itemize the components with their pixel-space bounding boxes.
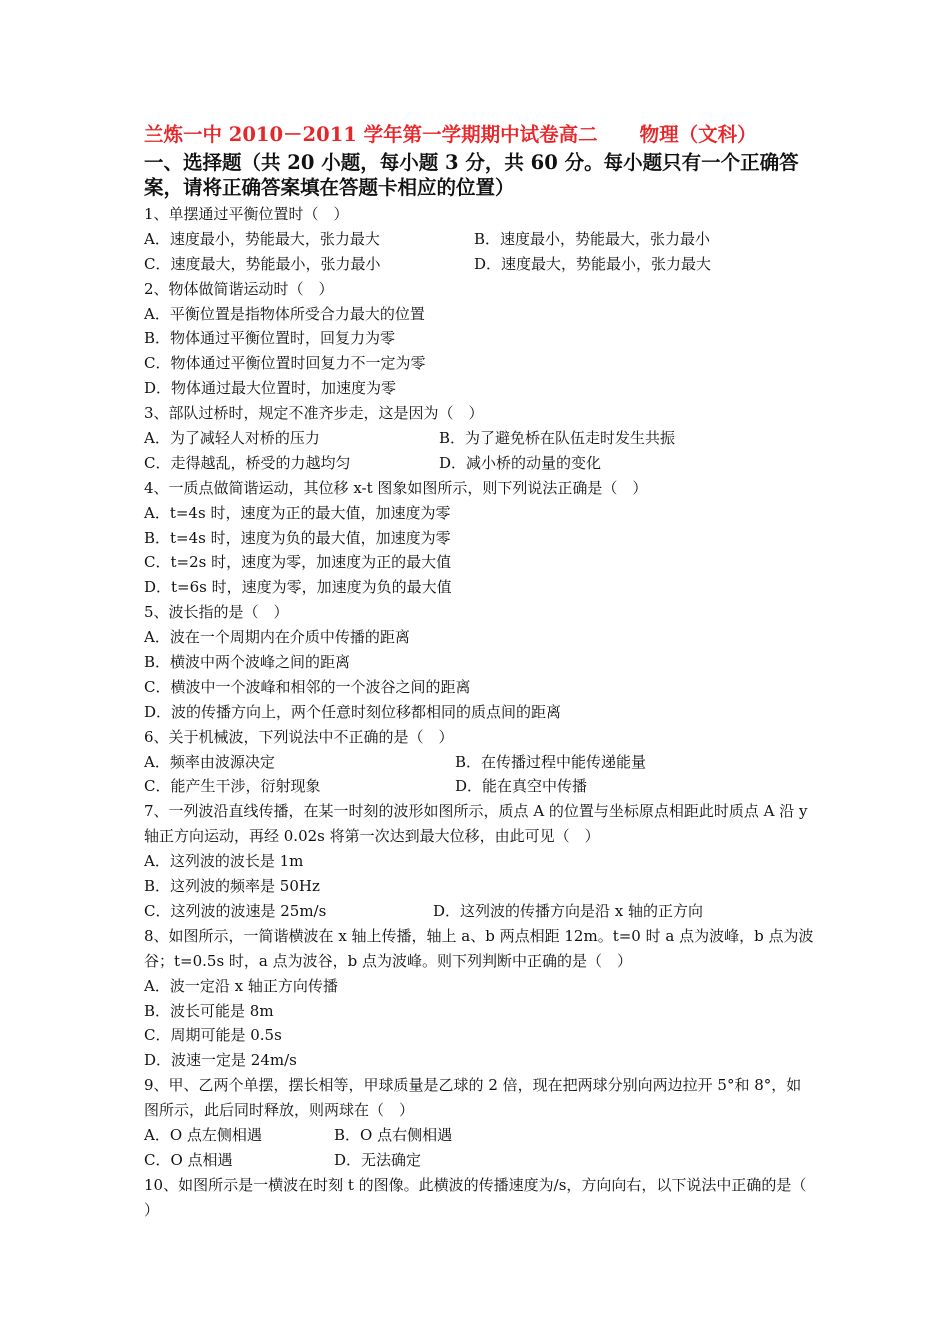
question-stem: 5、波长指的是（ ）: [144, 603, 289, 622]
option-row: [144, 451, 814, 476]
option: C．横波中一个波峰和相邻的一个波谷之间的距离: [144, 677, 471, 696]
option: B．物体通过平衡位置时，回复力为零: [144, 329, 396, 348]
question-stem: 4、一质点做简谐运动，其位移 x-t 图象如图所示，则下列说法正确是（ ）: [144, 478, 648, 497]
exam-title-subject: 物理（文科）: [639, 123, 757, 146]
option: B．为了避免桥在队伍走时发生共振: [439, 429, 676, 448]
option: D．能在真空中传播: [455, 777, 588, 796]
option: C．能产生干涉，衍射现象: [144, 777, 321, 796]
option: C．速度最大，势能最小，张力最小: [144, 254, 381, 273]
option-row: [144, 1123, 814, 1148]
option: B．速度最小，势能最大，张力最小: [474, 229, 711, 248]
option: A．平衡位置是指物体所受合力最大的位置: [144, 304, 425, 323]
option: D．无法确定: [334, 1150, 422, 1169]
option-row: [144, 1148, 814, 1173]
option: A．速度最小，势能最大，张力最大: [144, 229, 380, 248]
question-stem: 8、如图所示，一简谐横波在 x 轴上传播，轴上 a、b 两点相距 12m。t=0 时 a 点为波峰，b 点为波谷；t=0.5s 时，a 点为波谷，b 点为波峰。则下列判断中正确的是（ ）: [144, 926, 814, 970]
option: D．速度最大，势能最小，张力最大: [474, 254, 712, 273]
option-row: [144, 899, 814, 924]
option-row: [144, 227, 814, 252]
option: C．走得越乱，桥受的力越均匀: [144, 453, 351, 472]
option-row: [144, 426, 814, 451]
option: C．这列波的波速是 25m/s: [144, 901, 327, 920]
option: C．O 点相遇: [144, 1150, 233, 1169]
exam-page: [144, 120, 814, 1223]
option: A．t=4s 时，速度为正的最大值，加速度为零: [144, 503, 451, 522]
option: A．这列波的波长是 1m: [144, 852, 304, 871]
option: C．周期可能是 0.5s: [144, 1026, 282, 1045]
question-stem: 10、如图所示是一横波在时刻 t 的图像。此横波的传播速度为/s，方向向右，以下说法中正确的是（ ）: [144, 1175, 807, 1219]
option: B．这列波的频率是 50Hz: [144, 877, 320, 896]
option: A．波一定沿 x 轴正方向传播: [144, 976, 338, 995]
option: A．为了减轻人对桥的压力: [144, 429, 320, 448]
option-row: [144, 750, 814, 775]
question-stem: 7、一列波沿直线传播，在某一时刻的波形如图所示，质点 A 的位置与坐标原点相距此时质点 A 沿 y 轴正方向运动，再经 0.02s 将第一次达到最大位移，由此可见（ ）: [144, 802, 808, 846]
question-stem: 3、部队过桥时，规定不准齐步走，这是因为（ ）: [144, 404, 484, 423]
option-row: [144, 252, 814, 277]
option: A．频率由波源决定: [144, 752, 275, 771]
option: D．t=6s 时，速度为零，加速度为负的最大值: [144, 578, 452, 597]
option-row: [144, 774, 814, 799]
option: C．t=2s 时，速度为零，加速度为正的最大值: [144, 553, 452, 572]
exam-title-main: 兰炼一中 2010－2011 学年第一学期期中试卷高二: [144, 123, 598, 146]
option: B．t=4s 时，速度为负的最大值，加速度为零: [144, 528, 451, 547]
option: D．波的传播方向上，两个任意时刻位移都相同的质点间的距离: [144, 702, 562, 721]
option: D．这列波的传播方向是沿 x 轴的正方向: [433, 901, 704, 920]
question-stem: 6、关于机械波，下列说法中不正确的是（ ）: [144, 727, 454, 746]
option: B．波长可能是 8m: [144, 1001, 274, 1020]
option: B．在传播过程中能传递能量: [455, 752, 647, 771]
question-stem: 9、甲、乙两个单摆，摆长相等，甲球质量是乙球的 2 倍，现在把两球分别向两边拉开 5°和 8°，如图所示，此后同时释放，则两球在（ ）: [144, 1076, 802, 1120]
option: A．O 点左侧相遇: [144, 1126, 262, 1145]
question-stem: 2、物体做简谐运动时（ ）: [144, 279, 334, 298]
option: A．波在一个周期内在介质中传播的距离: [144, 628, 410, 647]
option: B．横波中两个波峰之间的距离: [144, 653, 351, 672]
option: D．波速一定是 24m/s: [144, 1051, 297, 1070]
option: D．减小桥的动量的变化: [439, 453, 602, 472]
question-stem: 1、单摆通过平衡位置时（ ）: [144, 205, 349, 223]
option: C．物体通过平衡位置时回复力不一定为零: [144, 354, 426, 373]
exam-title: [144, 120, 814, 150]
option: D．物体通过最大位置时，加速度为零: [144, 379, 397, 398]
option: B．O 点右侧相遇: [334, 1126, 453, 1145]
section-heading: 一、选择题（共 20 小题，每小题 3 分，共 60 分。每小题只有一个正确答案，请将正确答案填在答题卡相应的位置）: [144, 151, 799, 199]
